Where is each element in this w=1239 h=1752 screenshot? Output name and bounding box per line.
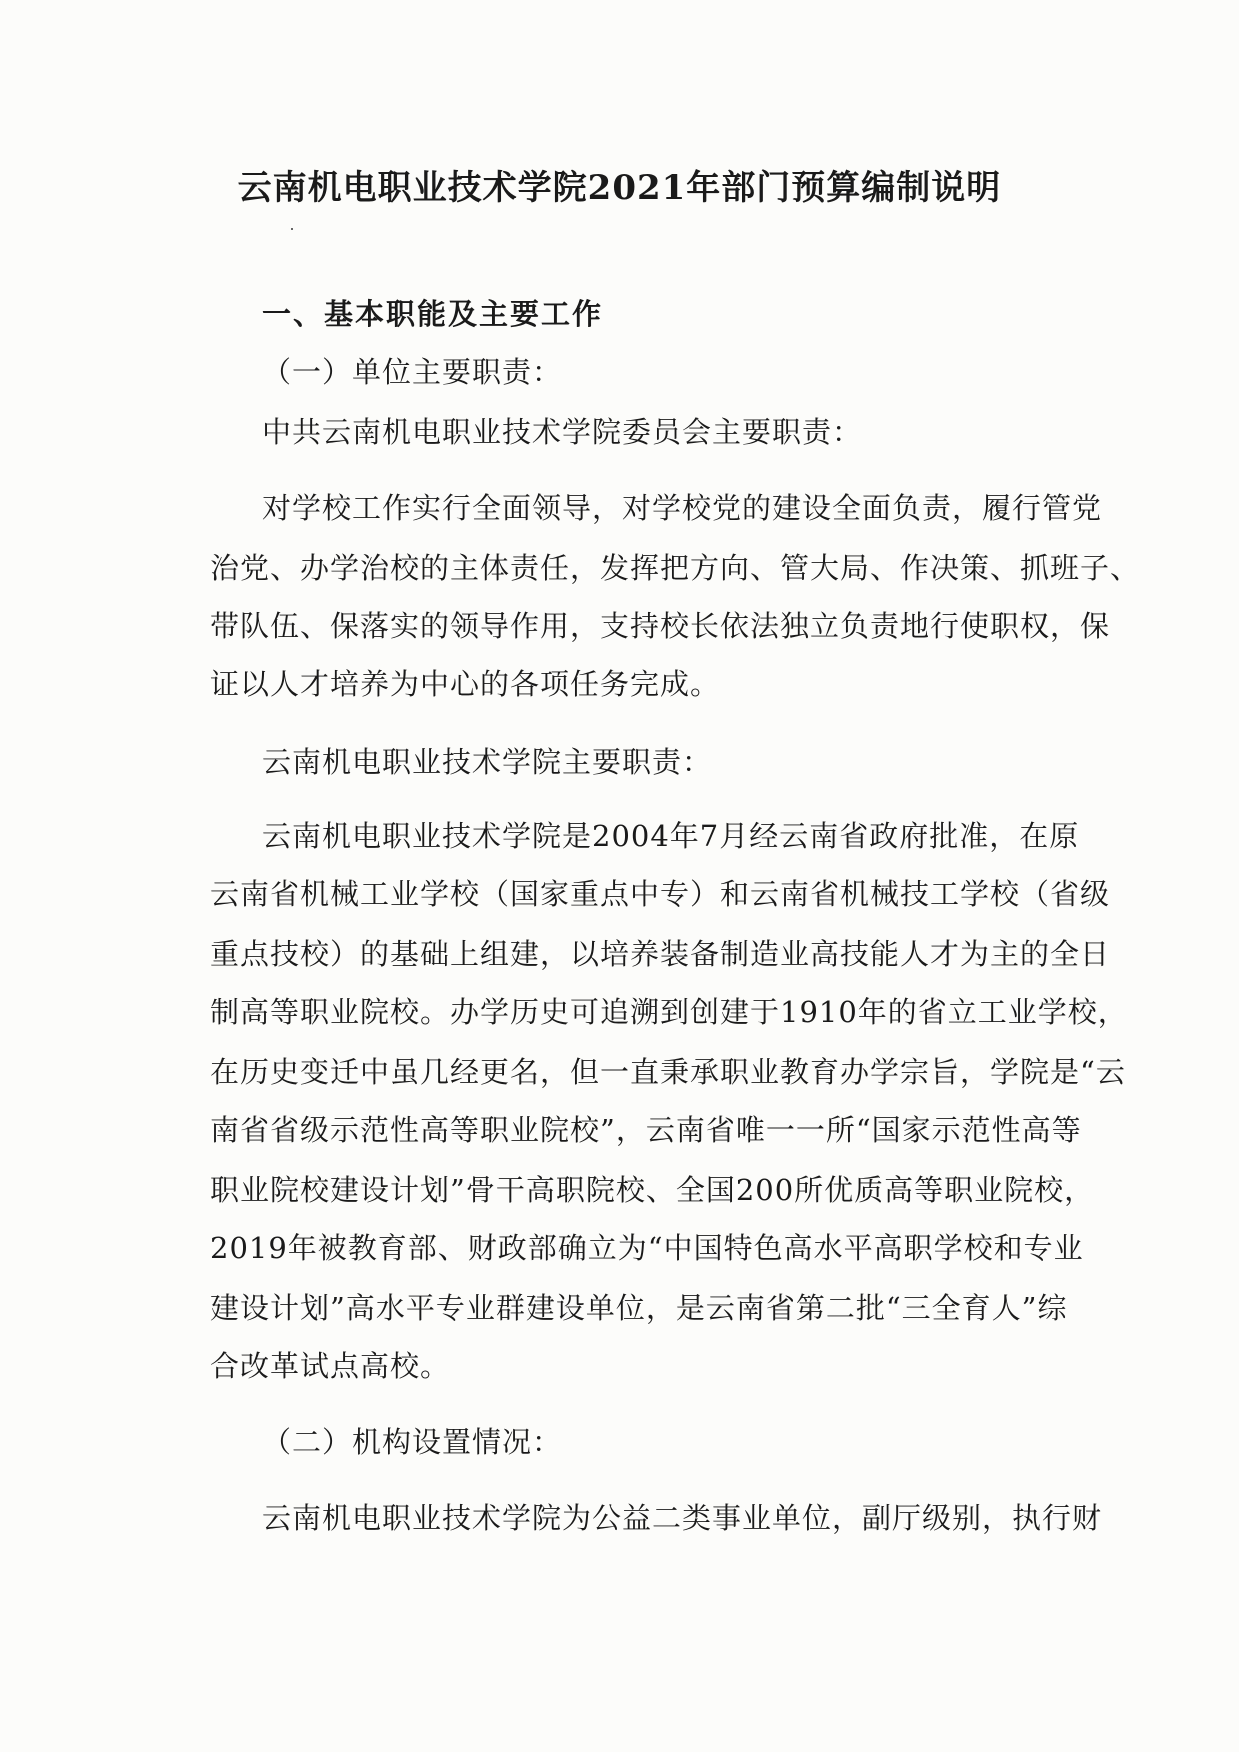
section-heading-basic-functions: 一、基本职能及主要工作 [262, 297, 604, 331]
paragraph-line: 建设计划”高水平专业群建设单位，是云南省第二批“三全育人”综 [210, 1291, 1068, 1325]
paragraph-line: 制高等职业院校。办学历史可追溯到创建于1910年的省立工业学校， [210, 995, 1128, 1029]
paragraph-line: 2019年被教育部、财政部确立为“中国特色高水平高职学校和专业 [210, 1231, 1084, 1265]
paragraph-line: 云南机电职业技术学院为公益二类事业单位，副厅级别，执行财 [262, 1501, 1103, 1535]
subsection-heading-organization: （二）机构设置情况： [262, 1425, 563, 1459]
paragraph-line: 治党、办学治校的主体责任，发挥把方向、管大局、作决策、抓班子、 [210, 551, 1141, 585]
paragraph-line: 云南省机械工业学校（国家重点中专）和云南省机械技工学校（省级 [210, 877, 1111, 911]
paragraph-line: 对学校工作实行全面领导，对学校党的建设全面负责，履行管党 [262, 491, 1103, 525]
paragraph-line: 在历史变迁中虽几经更名，但一直秉承职业教育办学宗旨，学院是“云 [210, 1055, 1126, 1089]
paragraph-line: 合改革试点高校。 [210, 1349, 451, 1383]
paragraph-line: 重点技校）的基础上组建，以培养装备制造业高技能人才为主的全日 [210, 937, 1111, 971]
paragraph-line: 南省省级示范性高等职业院校”，云南省唯一一所“国家示范性高等 [210, 1113, 1082, 1147]
paragraph-line: 带队伍、保落实的领导作用，支持校长依法独立负责地行使职权，保 [210, 609, 1111, 643]
paragraph-line: 证以人才培养为中心的各项任务完成。 [210, 667, 721, 701]
document-title: 云南机电职业技术学院2021年部门预算编制说明 [237, 168, 1002, 208]
paragraph-line: 云南机电职业技术学院是2004年7月经云南省政府批准，在原 [262, 819, 1080, 853]
party-committee-heading: 中共云南机电职业技术学院委员会主要职责： [262, 415, 863, 449]
college-duties-heading: 云南机电职业技术学院主要职责： [262, 745, 713, 779]
scan-speck [291, 228, 293, 230]
subsection-heading-main-duties: （一）单位主要职责： [262, 355, 563, 389]
paragraph-line: 职业院校建设计划”骨干高职院校、全国200所优质高等职业院校， [210, 1173, 1095, 1207]
